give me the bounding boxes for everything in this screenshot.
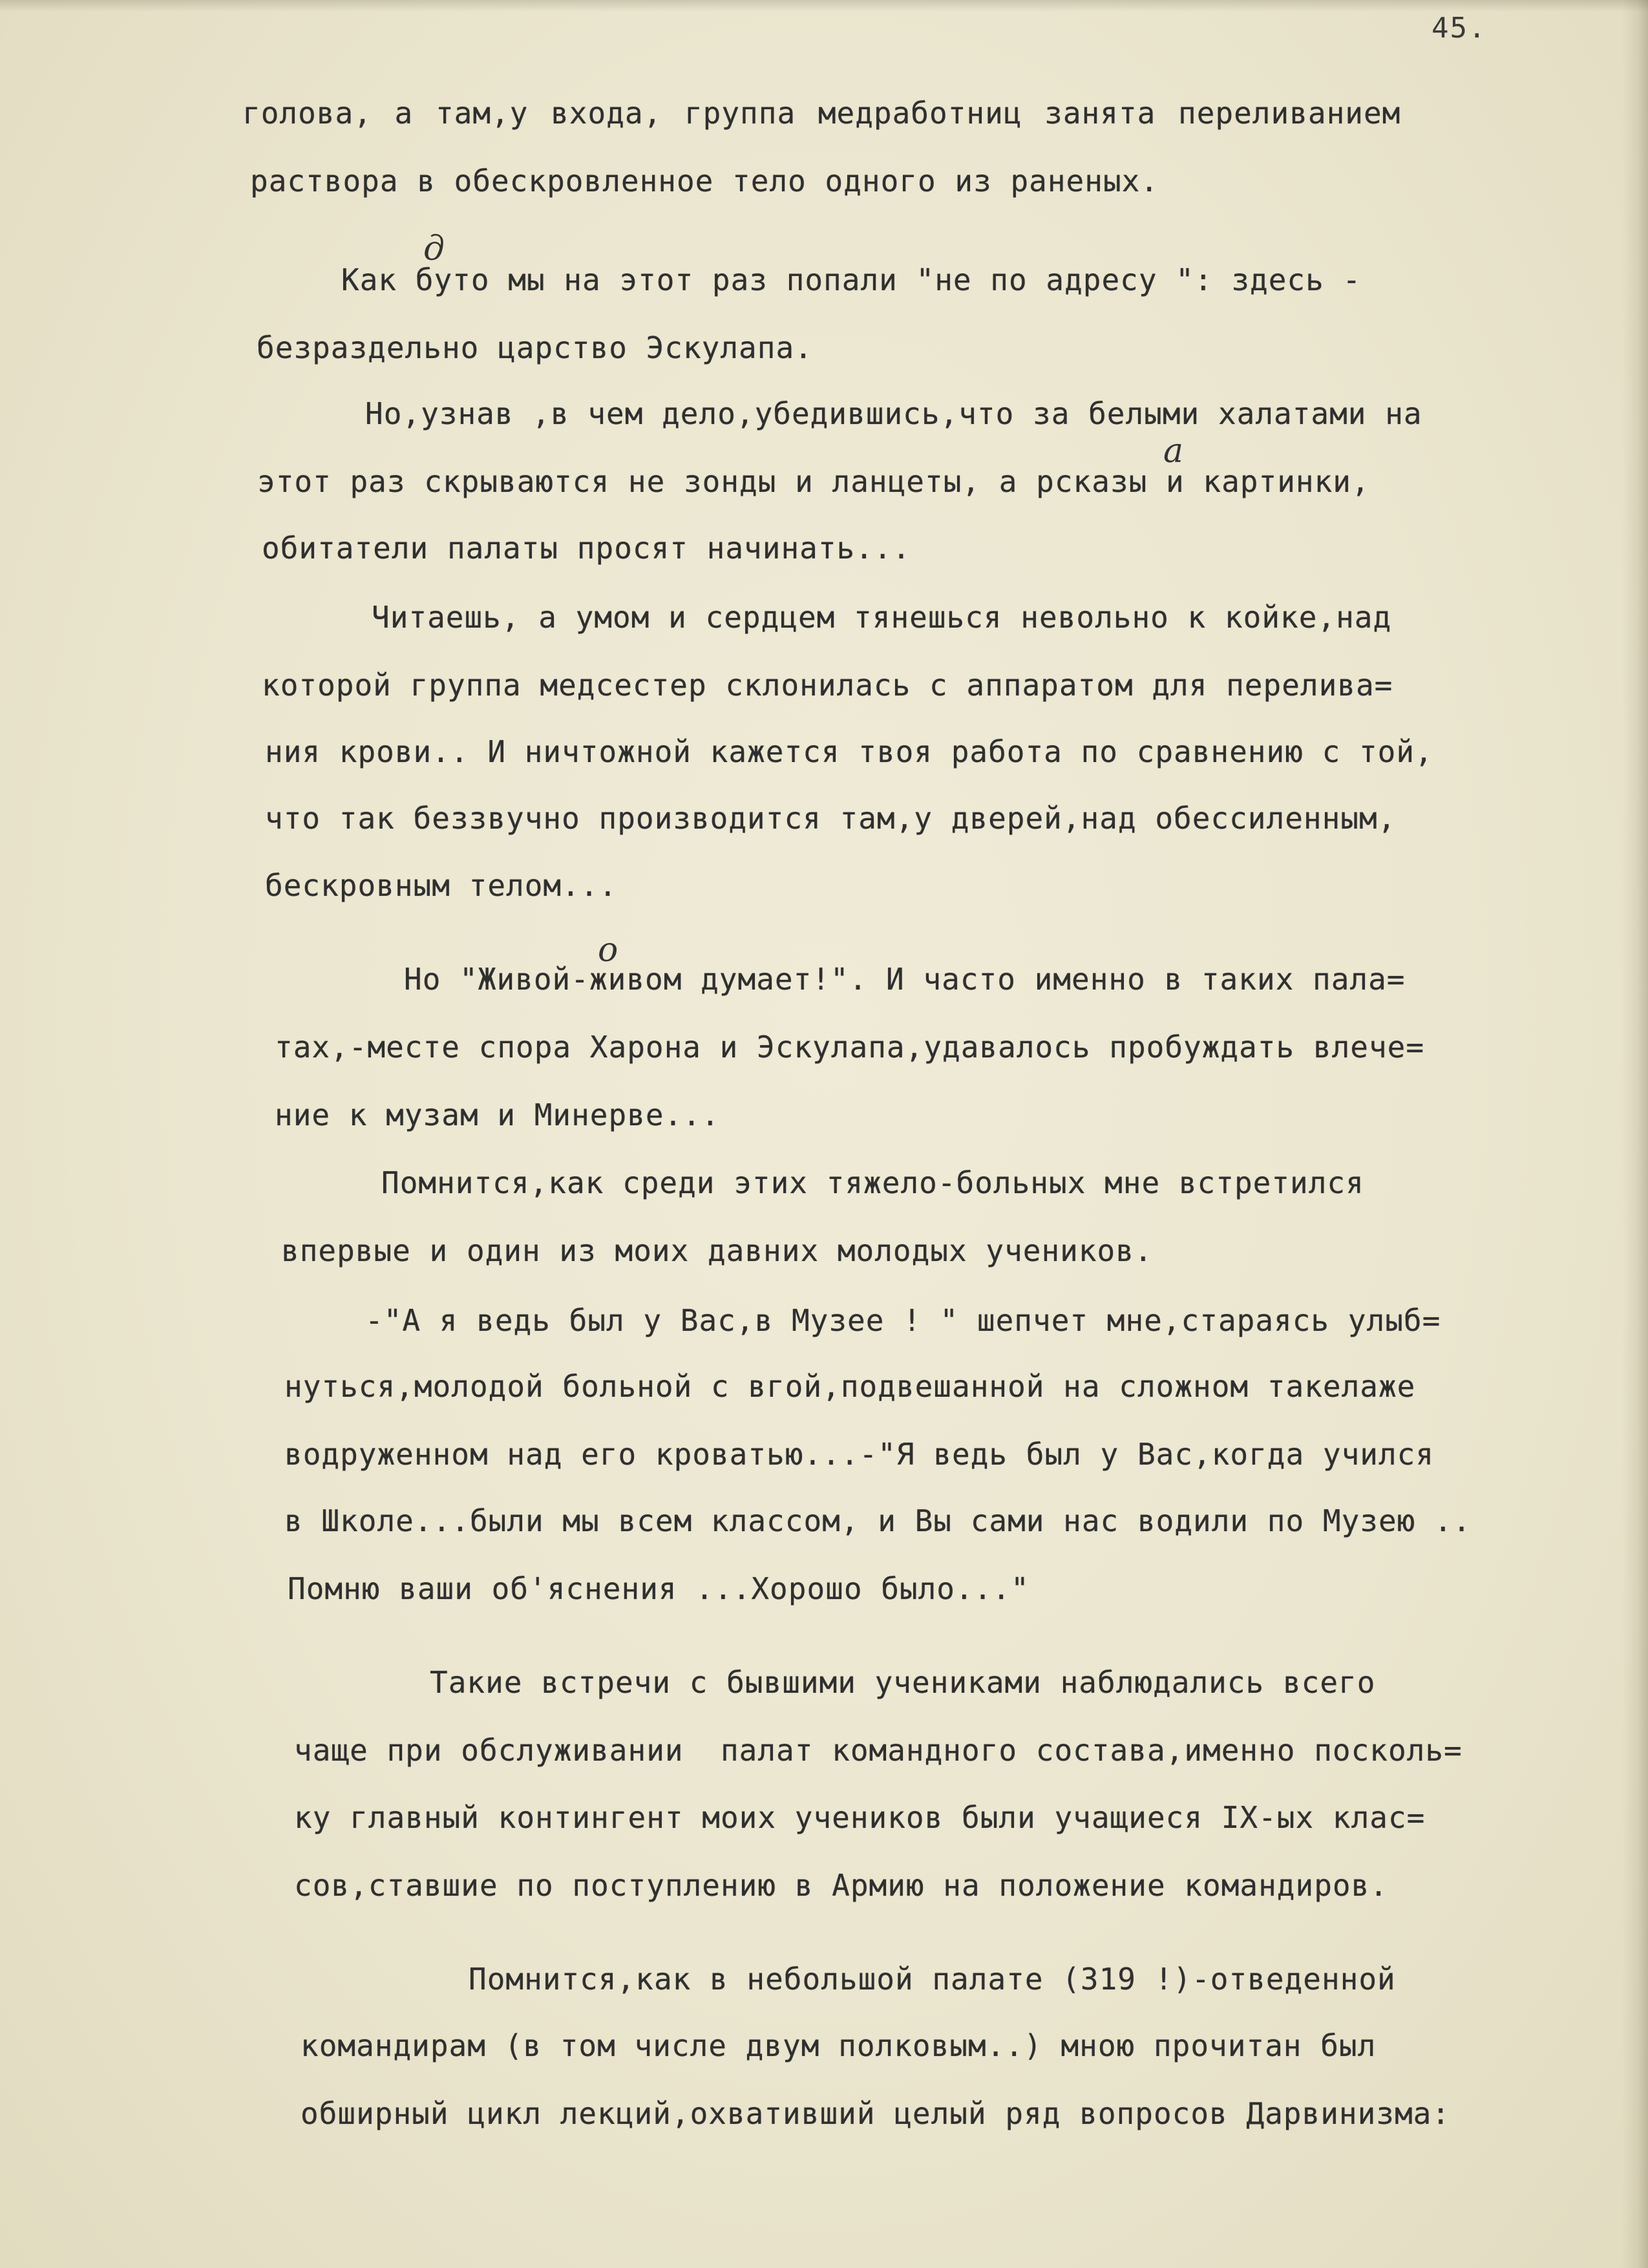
text-line: Но "Живой-живом думает!". И часто именно в таких пала= bbox=[404, 962, 1406, 997]
text-line: обширный цикл лекций,охвативший целый ряд вопросов Дарвинизма: bbox=[301, 2096, 1451, 2131]
text-line: безраздельно царство Эскулапа. bbox=[257, 330, 813, 365]
text-line: раствора в обескровленное тело одного из раненых. bbox=[250, 164, 1159, 198]
text-line: водруженном над его кроватью...-"Я ведь был у Вас,когда учился bbox=[284, 1437, 1435, 1472]
text-line: что так беззвучно производится там,у дверей,над обессиленным, bbox=[265, 801, 1397, 836]
text-line: Но,узнав ,в чем дело,убедившись,что за белыми халатами на bbox=[365, 396, 1422, 431]
text-line: обитатели палаты просят начинать... bbox=[262, 531, 911, 566]
text-line: ния крови.. И ничтожной кажется твоя работа по сравнению с той, bbox=[265, 734, 1433, 769]
text-line: Помнится,как в небольшой палате (319 !)-отведенной bbox=[469, 1962, 1396, 1997]
handwritten-correction: о bbox=[598, 931, 618, 970]
text-line: которой группа медсестер склонилась с аппаратом для перелива= bbox=[262, 668, 1393, 703]
text-line: командирам (в том числе двум полковым..) мною прочитан был bbox=[301, 2028, 1377, 2063]
text-line: сов,ставшие по поступлению в Армию на положение командиров. bbox=[294, 1868, 1388, 1903]
text-line: Читаешь, а умом и сердцем тянешься невольно к койке,над bbox=[372, 600, 1392, 635]
text-line: голова, а там,у входа, группа медработниц занята переливанием bbox=[242, 96, 1401, 131]
page-edge-fold bbox=[1622, 0, 1648, 2268]
text-line: ние к музам и Минерве... bbox=[275, 1097, 720, 1132]
text-line: нуться,молодой больной с вгой,подвешанной на сложном такелаже bbox=[284, 1369, 1416, 1404]
text-line: чаще при обслуживании палат командного состава,именно посколь= bbox=[294, 1733, 1463, 1768]
text-line: ку главный контингент моих учеников были учащиеся IX-ых клас= bbox=[294, 1800, 1426, 1835]
text-line: Помню ваши об'яснения ...Хорошо было..." bbox=[288, 1571, 1030, 1606]
text-line: Помнится,как среди этих тяжело-больных мне встретился bbox=[381, 1165, 1364, 1200]
text-line: -"А я ведь был у Вас,в Музее ! " шепчет мне,стараясь улыб= bbox=[365, 1303, 1441, 1338]
text-line: этот раз скрываются не зонды и ланцеты, а рсказы и картинки, bbox=[257, 464, 1370, 499]
page-edge-shadow bbox=[0, 0, 1648, 12]
text-line: Такие встречи с бывшими учениками наблюдались всего bbox=[430, 1665, 1376, 1700]
text-line: впервые и один из моих давних молодых учеников. bbox=[281, 1233, 1153, 1268]
handwritten-correction: а bbox=[1163, 432, 1184, 471]
page-number: 45. bbox=[1431, 12, 1487, 45]
text-line: бескровным телом... bbox=[265, 868, 618, 903]
text-line: Как буто мы на этот раз попали "не по адресу ": здесь - bbox=[341, 262, 1362, 297]
text-line: тах,-месте спора Харона и Эскулапа,удавалось пробуждать влече= bbox=[275, 1030, 1425, 1065]
text-line: в Школе...были мы всем классом, и Вы сами нас водили по Музею .. bbox=[284, 1503, 1472, 1538]
handwritten-correction: д bbox=[423, 229, 445, 268]
